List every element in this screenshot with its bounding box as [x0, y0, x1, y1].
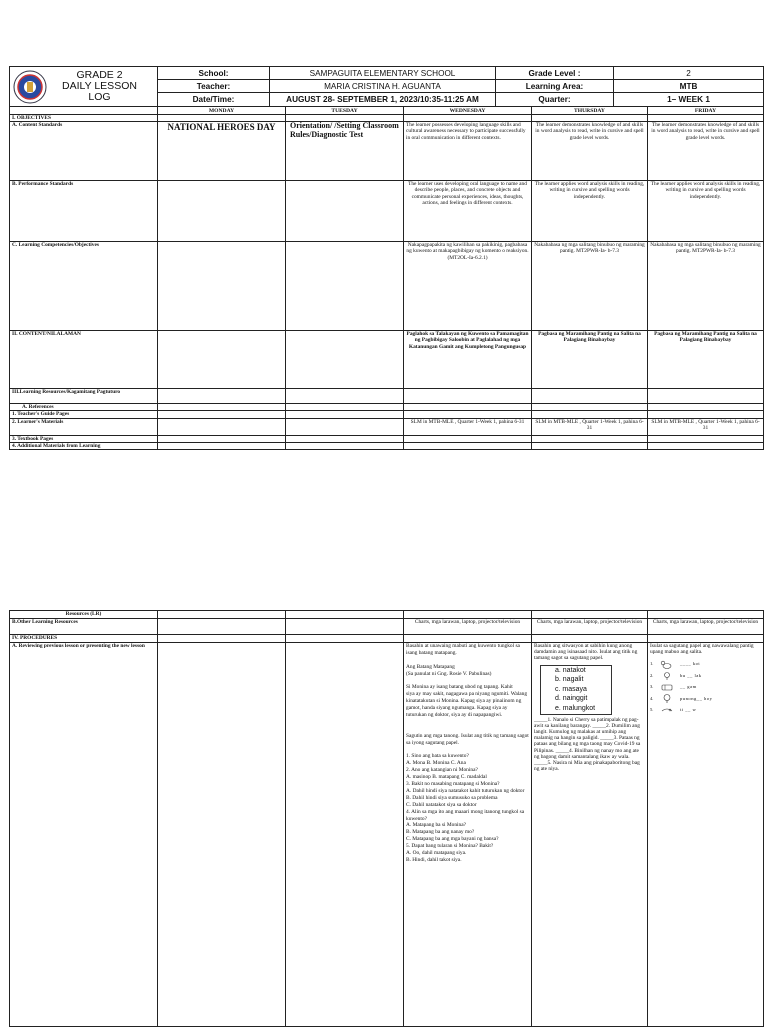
wednesday-story — [404, 643, 532, 1027]
choice-d: d. nainggit — [555, 695, 588, 703]
choice-c: c. masaya — [555, 685, 587, 693]
grade-level-value: 2 — [614, 67, 764, 80]
story-line: Basahin at unawaing mabuti ang kuwento tungkol sa — [406, 643, 520, 649]
choice-b: b. nagalit — [555, 676, 584, 684]
story-line: Ang Batang Matapang — [406, 663, 455, 670]
story-line: sa iyong sagutang papel. — [406, 739, 459, 746]
monday-holiday: NATIONAL HEROES DAY — [158, 122, 286, 181]
reviewing-label: A. Reviewing previous lesson or presenting the new lesson — [10, 643, 158, 1027]
thu-items: _____1. Nanalo si Cherry sa patimpalak ng pag-awit sa kanilang barangay. _____2. Dumilim ang langit. Kumulog ng malakas at umihip ang malamig na hangin sa paligid. _____3. Pataas ng pataas ang bilang ng mga taong may Covid-19 sa Pilipinas. _____4. Binilhan ng nanay mo ang ate ng bagong damit samantalang ikaw ay wala. _____5. Nasira ni Mia ang pinakapaboritong bag ng ate niya. — [534, 716, 641, 773]
competencies-label: C. Learning Competencies/Objectives — [10, 242, 158, 331]
story-line: A. Matapang ba si Monina? — [406, 822, 467, 829]
quarter-value: 1– WEEK 1 — [614, 93, 764, 107]
lc-friday: Nakababasa ng mga salitang binubuo ng maraming pantig. MT2PWR-Ia- b-7.3 — [648, 242, 764, 331]
lm-label: 2. Learner's Materials — [10, 418, 158, 435]
quarter-label: Quarter: — [496, 93, 614, 107]
story-line: kinatatakutan si Monina. Kapag siya ay pinaiinom ng — [406, 698, 522, 705]
lm-thursday: SLM in MTB-MLE , Quarter 1-Week 1, pahina 6-31 — [532, 418, 648, 435]
objectives-table — [9, 106, 764, 450]
choice-e: e. malungkot — [555, 704, 596, 712]
content-standards-label: A. Content Standards — [10, 122, 158, 181]
datetime-value: AUGUST 28- SEPTEMBER 1, 2023/10:35-11:25 AM — [270, 93, 496, 107]
story-line — [406, 678, 529, 685]
story-line: B. Dahil hindi siya sumusuko sa problema — [406, 794, 498, 801]
day-tuesday: TUESDAY — [286, 107, 404, 115]
story-line: siya ay may sakit, nagagawa pa niyang ngumiti. Walang — [406, 691, 528, 698]
story-line — [406, 747, 529, 754]
ct-wednesday: Paglahok sa Talakayan ng Kuwento sa Pamamagitan ng Pagbibigay Saloobin at Paglalahad ng mga Katanungan Gamit ang Kumpletong Pangungusap — [404, 331, 532, 389]
cs-thursday: The learner demonstrates knowledge of and skills in word analysis to read, write in cursive and spell grade level words. — [532, 122, 648, 181]
thu-intro: Basahin ang sitwasyon at sabihin kung anong damdamin ang isinasaad nito. Isulat ang titik ng tamang sagot sa sagutang papel. — [534, 643, 638, 662]
lc-wednesday: Nakapagpapakita ng kawilihan sa pakikinig, pagbabasa ng kuwento at makapagbibigay ng komento o reaksiyon. (MT2OL-Ia-6.2.1) — [404, 242, 532, 331]
lc-thursday: Nakababasa ng mga salitang binubuo ng maraming pantig. MT2PWR-Ia- b-7.3 — [532, 242, 648, 331]
story-line: A. Mona B. Monina C. Ana — [406, 760, 466, 767]
fri-items — [650, 658, 761, 716]
story-line: tuturukan ng doktor, siya ay di napapangiwi. — [406, 712, 503, 719]
story-line: B. Hindi, dahil takot siya. — [406, 857, 462, 864]
learning-area-label: Learning Area: — [496, 80, 614, 93]
thursday-activity — [532, 643, 648, 1027]
story-line: 2. Ano ang katangian ni Monina? — [406, 767, 478, 774]
fri-intro: Isulat sa sagutang papel ang nawawalang pantig upang mabuo ang salita. — [650, 643, 754, 656]
learning-area-value: MTB — [614, 80, 764, 93]
story-line: B. Matapang ba ang nanay mo? — [406, 829, 475, 836]
lesson-log-page-1 — [9, 66, 763, 450]
friday-activity — [648, 643, 764, 1027]
story-line: C. Matapang ba ang mga bayani ng bansa? — [406, 836, 499, 843]
cs-wednesday: The learner possesses developing language skills and cultural awareness necessary to participate successfully in oral communication in different contexts. — [404, 122, 532, 181]
bird-icon — [660, 706, 674, 715]
or-friday: Charts, mga larawan, laptop, projector/television — [648, 619, 764, 635]
lm-wednesday: SLM in MTB-MLE , Quarter 1-Week 1, pahina 6-31 — [404, 418, 532, 435]
deped-seal-icon — [13, 70, 47, 104]
title-line-1: GRADE 2 — [76, 69, 123, 81]
ps-wednesday: The learner uses developing oral language to name and describe people, places, and concrete objects and communicate personal experiences, ideas, thoughts, actions, and feelings in different contexts. — [404, 181, 532, 242]
story-line — [406, 719, 529, 726]
performance-standards-label: B. Performance Standards — [10, 181, 158, 242]
story-line: isang batang matapang. — [406, 649, 457, 656]
story-line — [406, 726, 529, 733]
story-line: 5. Dapat bang tularan si Monina? Bakit? — [406, 843, 494, 850]
resources-label: III.Learning Resources/Kagamitang Pagtuturo — [10, 389, 158, 404]
story-line: A. masinop B. matapang C. madaldal — [406, 774, 487, 781]
day-monday: MONDAY — [158, 107, 286, 115]
story-line — [406, 657, 529, 664]
fri-item: 3. __ gam — [650, 682, 761, 694]
title-line-2: DAILY LESSON — [62, 80, 137, 92]
tuesday-orientation: Orientation/ /Setting Classroom Rules/Diagnostic Test — [286, 122, 404, 181]
grade-level-label: Grade Level : — [496, 67, 614, 80]
procedures-heading: IV. PROCEDURES — [10, 635, 158, 643]
or-wednesday: Charts, mga larawan, laptop, projector/television — [404, 619, 532, 635]
objectives-heading: I. OBJECTIVES — [10, 115, 158, 122]
other-resources-label: B.Other Learning Resources — [10, 619, 158, 635]
content-label: II. CONTENT/NILALAMAN — [10, 331, 158, 389]
choice-a: a. natakot — [555, 666, 586, 674]
story-line: 4. Alin sa mga ito ang maaari mong itanong tungkol sa — [406, 808, 525, 815]
day-wednesday: WEDNESDAY — [404, 107, 532, 115]
fri-item: 2. bu __ lak — [650, 670, 761, 682]
story-line: kuwento? — [406, 815, 427, 822]
procedures-table — [9, 610, 764, 1027]
medicine-icon — [660, 683, 674, 692]
teacher-label: Teacher: — [158, 80, 270, 93]
story-line: A. Oo, dahil matapang siya. — [406, 850, 467, 857]
story-line: Sagutin ang mga tanong. Isulat ang titik ng tamang sagot — [406, 732, 529, 739]
flower-icon — [660, 671, 674, 680]
day-friday: FRIDAY — [648, 107, 764, 115]
additional-label: 4. Additional Materials from Learning — [10, 442, 158, 449]
story-line: (Sa panulat ni Gng. Rosie V. Pabulinas) — [406, 670, 492, 677]
datetime-label: Date/Time: — [158, 93, 270, 107]
story-line: A. Dahil hindi siya natatakot kahit tuturukan ng doktor — [406, 787, 525, 794]
or-thursday: Charts, mga larawan, laptop, projector/television — [532, 619, 648, 635]
fri-item: 4. punong__ hoy — [650, 693, 761, 705]
school-value: SAMPAGUITA ELEMENTARY SCHOOL — [270, 67, 496, 80]
school-label: School: — [158, 67, 270, 80]
cs-friday: The learner demonstrates knowledge of and skills in word analysis to read, write in cursive and spell grade level words. — [648, 122, 764, 181]
story-line: gamot, handa siyang ngumanga. Kapag siya ay — [406, 705, 508, 712]
fri-item: 5. ti __ w — [650, 705, 761, 717]
lm-friday: SLM in MTB-MLE , Quarter 1-Week 1, pahina 6-31 — [648, 418, 764, 435]
title-cell — [10, 67, 158, 107]
day-thursday: THURSDAY — [532, 107, 648, 115]
tree-icon — [660, 694, 674, 703]
ps-friday: The learner applies word analysis skills in reading, writing in cursive and spelling words independently. — [648, 181, 764, 242]
resources-lr-label: Resources (LR) — [10, 611, 158, 619]
title-line-3: LOG — [88, 91, 111, 103]
fri-item: 1. ____ kot — [650, 658, 761, 670]
story-line: 3. Bakit no masabing matapang si Monina? — [406, 781, 500, 788]
ct-friday: Pagbasa ng Maramihang Pantig na Salita na Palagiang Binabaybay — [648, 331, 764, 389]
textbook-label: 3. Textbook Pages — [10, 435, 158, 442]
ps-thursday: The learner applies word analysis skills in reading, writing in cursive and spelling words independently. — [532, 181, 648, 242]
ct-thursday: Pagbasa ng Maramihang Pantig na Salita na Palagiang Binabaybay — [532, 331, 648, 389]
story-line: C. Dahil natatakot siya sa doktor — [406, 801, 477, 808]
header-table — [9, 66, 764, 107]
lesson-log-page-2 — [9, 610, 763, 1027]
cat-icon — [660, 660, 674, 669]
emotion-choices — [540, 665, 612, 715]
teacher-value: MARIA CRISTINA H. AGUANTA — [270, 80, 496, 93]
story-line: Si Monina ay isang batang ubod ng tapang. Kahit — [406, 684, 513, 691]
story-line: 1. Sino ang bata sa kuwento? — [406, 753, 469, 760]
references-label: A. References — [10, 404, 158, 411]
tg-pages-label: 1. Teacher's Guide Pages — [10, 411, 158, 418]
